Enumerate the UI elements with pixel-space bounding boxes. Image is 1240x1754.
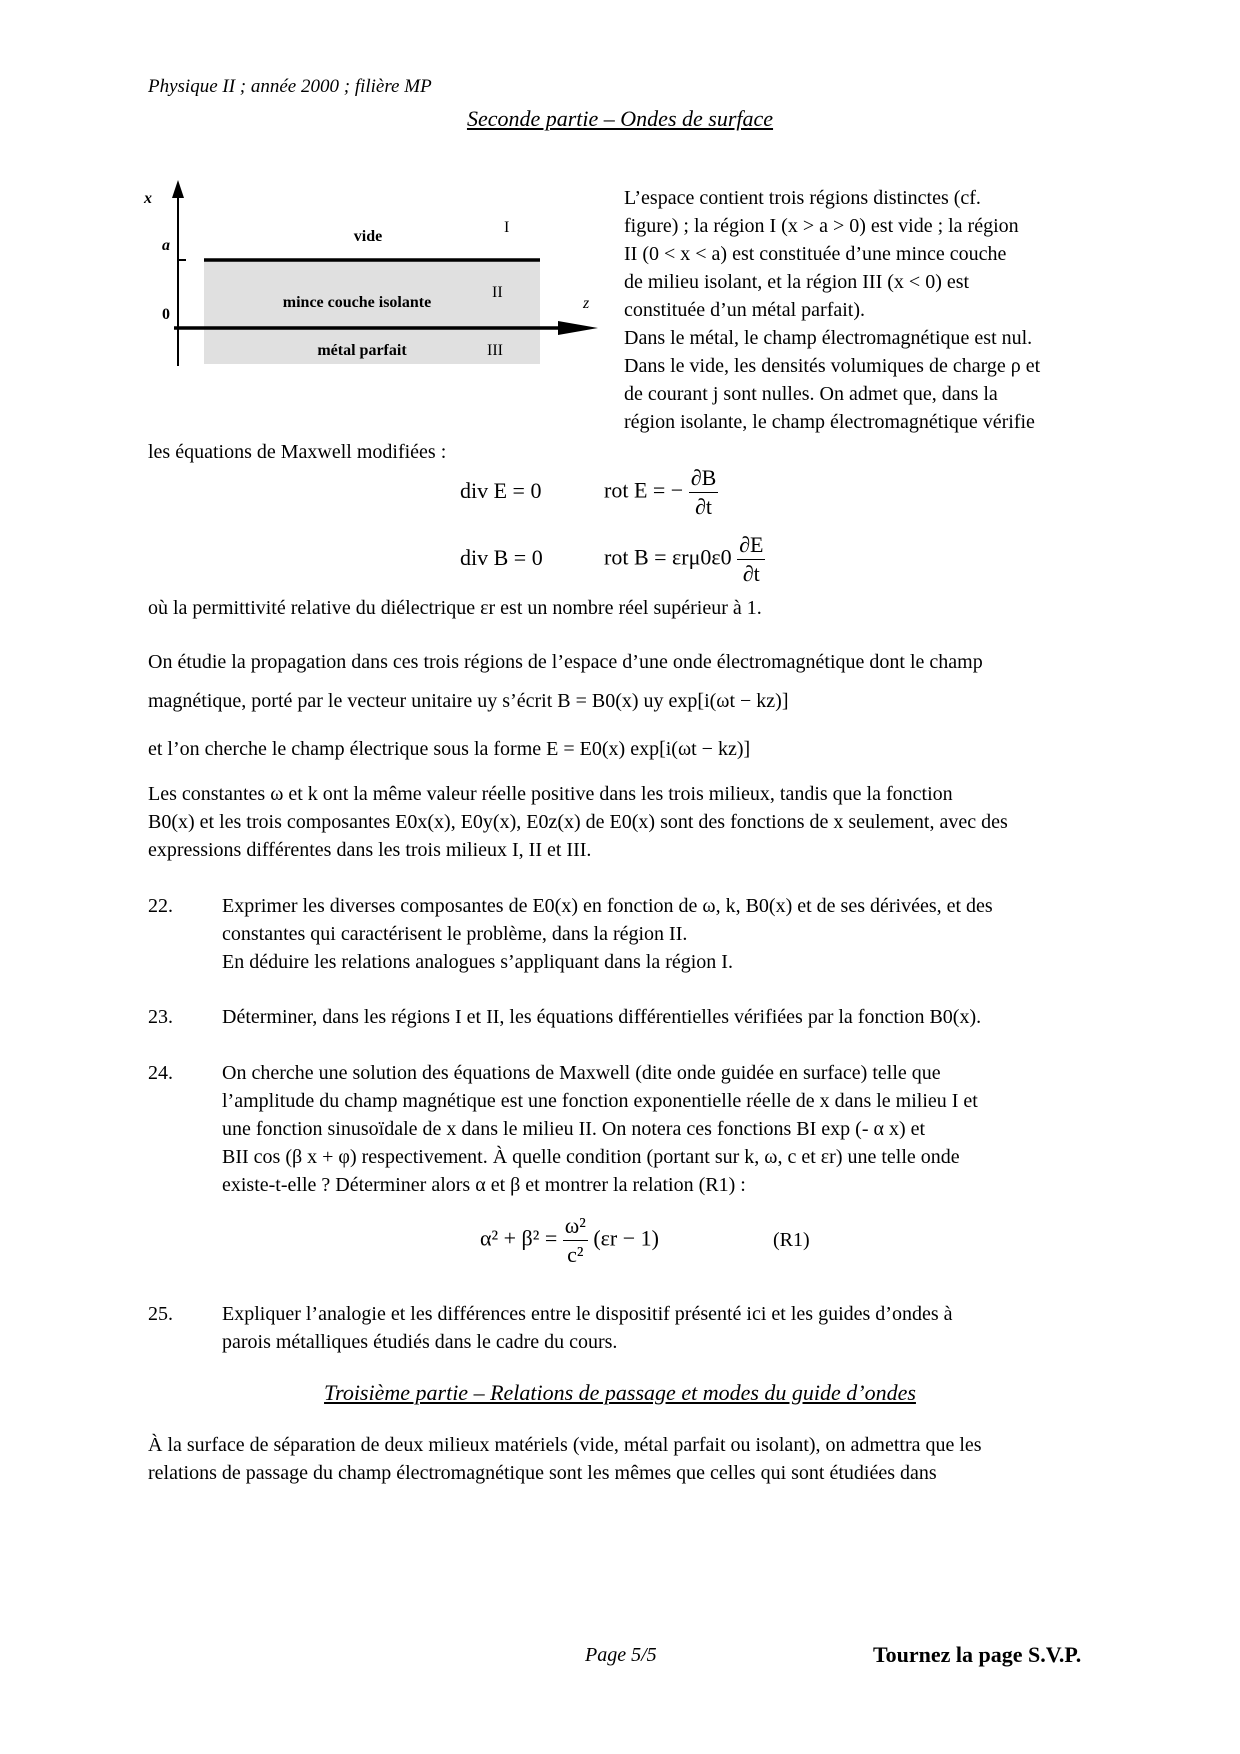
question-line: existe-t-elle ? Déterminer alors α et β et montrer la relation (R1) : bbox=[222, 1174, 746, 1196]
label-vide: vide bbox=[353, 228, 383, 245]
question-line: parois métalliques étudiés dans le cadre du cours. bbox=[222, 1331, 618, 1353]
constants-line: Les constantes ω et k ont la même valeur réelle positive dans les trois milieux, tandis que la fonction bbox=[148, 783, 953, 805]
question-number: 24. bbox=[148, 1062, 173, 1084]
eq-rotB-den: ∂t bbox=[742, 561, 760, 586]
intro-line: II (0 < x < a) est constituée d’une mince couche bbox=[624, 243, 1007, 265]
label-isolant: mince couche isolante bbox=[282, 294, 432, 311]
propagation-line-2: magnétique, porté par le vecteur unitaire uy s’écrit B = B0(x) uy exp[i(ωt − kz)] bbox=[148, 690, 789, 712]
intro-paragraph bbox=[624, 184, 1098, 436]
r1-num: ω² bbox=[563, 1212, 588, 1241]
axis-z-label: z bbox=[583, 295, 590, 312]
eq-rotE-num: ∂B bbox=[689, 464, 719, 493]
section3-line: relations de passage du champ électromagnétique sont les mêmes que celles qui sont étudiées dans bbox=[148, 1462, 937, 1484]
eq-rotE-lhs: rot E = − bbox=[604, 477, 684, 503]
constants-paragraph bbox=[148, 780, 1098, 864]
section3-paragraph bbox=[148, 1431, 1098, 1487]
intro-line: de milieu isolant, et la région III (x < 0) est bbox=[624, 271, 970, 293]
axis-x-label: x bbox=[144, 190, 152, 207]
question-number: 23. bbox=[148, 1006, 173, 1028]
eq-rotB bbox=[604, 531, 765, 588]
intro-line: Dans le vide, les densités volumiques de charge ρ et bbox=[624, 355, 1041, 377]
intro-line: figure) ; la région I (x > a > 0) est vide ; la région bbox=[624, 215, 1019, 237]
eq-rotE-den: ∂t bbox=[694, 494, 712, 519]
constants-line: expressions différentes dans les trois milieux I, II et III. bbox=[148, 839, 592, 861]
question-number: 25. bbox=[148, 1303, 173, 1325]
label-metal: métal parfait bbox=[317, 342, 407, 359]
intro-line: L’espace contient trois régions distinctes (cf. bbox=[624, 187, 981, 209]
question-23 bbox=[222, 1003, 1099, 1031]
eq-rotB-lhs: rot B = εrμ0ε0 bbox=[604, 544, 732, 570]
question-number: 22. bbox=[148, 895, 173, 917]
eq-divB: div B = 0 bbox=[460, 545, 543, 570]
question-line: Déterminer, dans les régions I et II, les équations différentielles vérifiées par la fonction B0(x). bbox=[222, 1006, 982, 1028]
r1-frac bbox=[563, 1212, 588, 1269]
regions-diagram bbox=[140, 180, 600, 370]
eq-rotE-frac bbox=[689, 464, 719, 521]
question-line: l’amplitude du champ magnétique est une fonction exponentielle réelle de x dans le milieu I et bbox=[222, 1090, 978, 1112]
electric-line: et l’on cherche le champ électrique sous la forme E = E0(x) exp[i(ωt − kz)] bbox=[148, 738, 751, 760]
propagation-line-1: On étudie la propagation dans ces trois régions de l’espace d’une onde électromagnétique dont le champ bbox=[148, 651, 983, 673]
question-line: On cherche une solution des équations de Maxwell (dite onde guidée en surface) telle que bbox=[222, 1062, 941, 1084]
region-I-label: I bbox=[504, 219, 510, 236]
tick-a-label: a bbox=[162, 237, 170, 254]
tick-0-label: 0 bbox=[162, 306, 170, 323]
r1-den: c² bbox=[567, 1242, 584, 1267]
eq-rotE bbox=[604, 464, 718, 521]
section3-title: Troisième partie – Relations de passage et modes du guide d’ondes bbox=[324, 1380, 916, 1405]
intro-line: Dans le métal, le champ électromagnétique est nul. bbox=[624, 327, 1033, 349]
region-II-label: II bbox=[492, 284, 503, 301]
eq-rotB-frac bbox=[737, 531, 765, 588]
maxwell-intro: les équations de Maxwell modifiées : bbox=[148, 441, 447, 463]
question-25 bbox=[222, 1300, 1099, 1356]
r1-rhs: (εr − 1) bbox=[593, 1225, 659, 1251]
question-line: Expliquer l’analogie et les différences entre le dispositif présenté ici et les guides d’ondes à bbox=[222, 1303, 953, 1325]
question-22 bbox=[222, 892, 1099, 976]
x-axis-arrow bbox=[172, 180, 184, 198]
region-III-label: III bbox=[487, 342, 503, 359]
question-line: une fonction sinusoïdale de x dans le milieu II. On notera ces fonctions BI exp (- α x) et bbox=[222, 1118, 926, 1140]
question-24 bbox=[222, 1059, 1099, 1199]
page-header: Physique II ; année 2000 ; filière MP bbox=[148, 76, 432, 97]
intro-line: région isolante, le champ électromagnétique vérifie bbox=[624, 411, 1035, 433]
question-line: En déduire les relations analogues s’appliquant dans la région I. bbox=[222, 951, 733, 973]
question-line: BII cos (β x + φ) respectivement. À quelle condition (portant sur k, ω, c et εr) une telle onde bbox=[222, 1146, 960, 1168]
section3-line: À la surface de séparation de deux milieux matériels (vide, métal parfait ou isolant), on admettra que les bbox=[148, 1434, 982, 1456]
permittivity-line: où la permittivité relative du diélectrique εr est un nombre réel supérieur à 1. bbox=[148, 597, 762, 619]
constants-line: B0(x) et les trois composantes E0x(x), E0y(x), E0z(x) de E0(x) sont des fonctions de x seulement, avec des bbox=[148, 811, 1008, 833]
intro-line: de courant j sont nulles. On admet que, dans la bbox=[624, 383, 998, 405]
intro-line: constituée d’un métal parfait). bbox=[624, 299, 866, 321]
relation-R1 bbox=[480, 1212, 659, 1269]
question-line: constantes qui caractérisent le problème, dans la région II. bbox=[222, 923, 688, 945]
page-number: Page 5/5 bbox=[585, 1644, 657, 1666]
eq-rotB-num: ∂E bbox=[737, 531, 765, 560]
eq-divE: div E = 0 bbox=[460, 478, 542, 503]
r1-lhs: α² + β² = bbox=[480, 1225, 558, 1251]
r1-label: (R1) bbox=[773, 1229, 810, 1251]
question-line: Exprimer les diverses composantes de E0(x) en fonction de ω, k, B0(x) et de ses dérivées, et des bbox=[222, 895, 993, 917]
section2-title: Seconde partie – Ondes de surface bbox=[466, 106, 774, 131]
z-axis-arrow bbox=[558, 321, 598, 335]
turn-page-note: Tournez la page S.V.P. bbox=[873, 1642, 1082, 1667]
